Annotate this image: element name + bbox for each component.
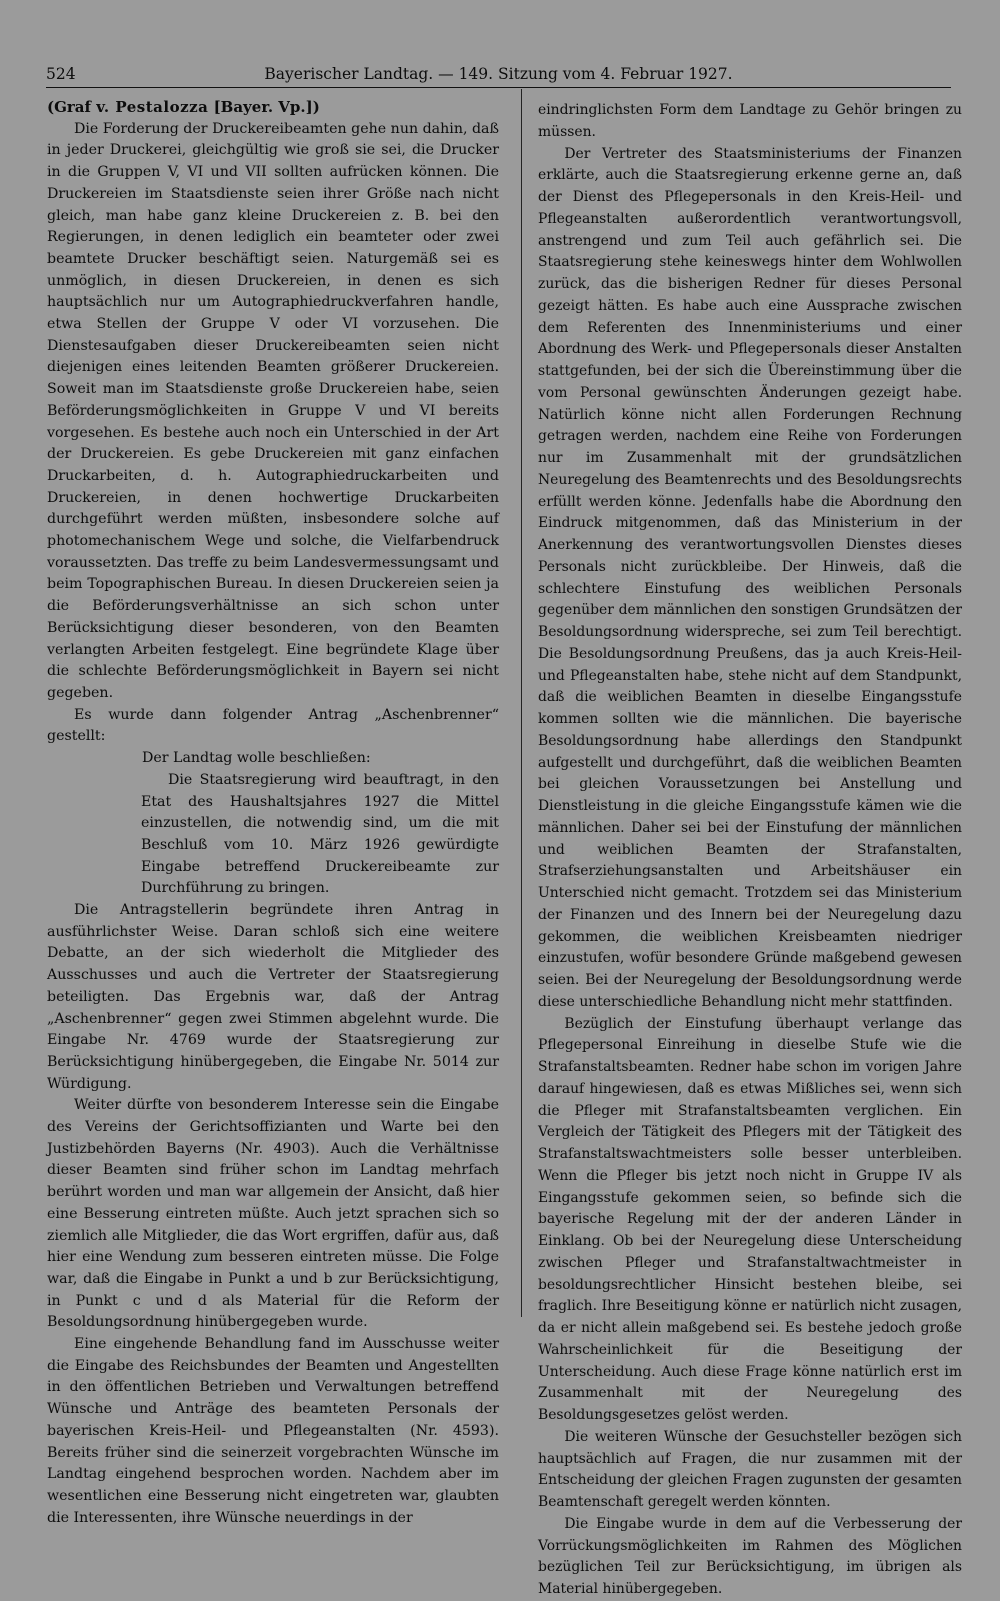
paragraph: Die Forderung der Druckereibeamten gehe nun dahin, daß in jeder Druckerei, gleichgültig wie groß sie sei, die Drucker in die Gruppen V, VI und VII sollten aufrücken können. Die Druckereien im Staatsdienste seien ihrer Größe nach nicht gleich, man habe ganz kleine Druckereien z. B. bei den Regierungen, in denen lediglich ein beamteter oder zwei beamtete Drucker beschäftigt seien. Naturgemäß sei es unmöglich, in diesen Druckereien, in denen es sich hauptsächlich nur um Autographiedruckverfahren handle, etwa Stellen der Gruppe V oder VI vorzusehen. Die Dienstesaufgaben dieser Druckereibeamten seien nicht diejenigen eines leitenden Beamten größerer Druckereien. Soweit man im Staatsdienste große Druckereien habe, seien Beförderungsmöglichkeiten in Gruppe V und VI bereits vorgesehen. Es bestehe auch noch ein Unterschied in der Art der Druckereien. Es gebe Druckereien mit ganz einfachen Druckarbeiten, d. h. Autographiedruckarbeiten und Druckereien, in denen hochwertige Druckarbeiten durchgeführt werden müßten, insbesondere solche auf photomechanischem Wege und solche, die Vielfarbendruck voraussetzten. Das treffe zu beim Landesvermessungsamt und beim Topographischen Bureau. In diesen Druckereien seien ja die Beförderungsverhältnisse an sich schon unter Berücksichtigung dieser besonderen, von den Beamten verlangten Arbeiten festgelegt. Eine begründete Klage über die schlechte Beförderungsmöglichkeit in Bayern sei nicht gegeben. [47,120,499,701]
paragraph: Bezüglich der Einstufung überhaupt verlange das Pflegepersonal Einreihung in dieselbe Stufe wie die Strafanstaltsbeamten. Redner habe schon im vorigen Jahre darauf hingewiesen, daß es etwas Mißliches sei, wenn sich die Pfleger mit Strafanstaltsbeamten verglichen. Ein Vergleich der Tätigkeit des Pflegers mit der Tätigkeit des Strafanstaltswachtmeisters solle besser unterbleiben. Wenn die Pfleger bis jetzt noch nicht in Gruppe IV als Eingangsstufe gekommen seien, so befinde sich die bayerische Regelung mit der der anderen Länder in Einklang. Ob bei der Neuregelung diese Unterscheidung zwischen Pfleger und Strafanstaltwachtmeister in besoldungsrechtlicher Hinsicht bestehen bleibe, sei fraglich. Ihre Beseitigung könne er natürlich nicht zusagen, da er nicht allein maßgebend sei. Es bestehe jedoch große Wahrscheinlichkeit für die Beseitigung der Unterscheidung. Auch diese Frage könne natürlich erst im Zusammenhalt mit der Neuregelung des Besoldungsgesetzes gelöst werden. [538,1015,962,1423]
speaker-open: (Graf [47,98,97,116]
paragraph: eindringlichsten Form dem Landtage zu Gehör bringen zu müssen. [538,102,962,140]
paragraph: Die weiteren Wünsche der Gesuchsteller bezögen sich hauptsächlich auf Fragen, die nur zusammen mit der Entscheidung der gleichen Fragen zugunsten der gesamten Beamtenschaft geregelt werden könnten. [538,1428,962,1510]
speaker-line [47,97,499,119]
paragraph: Eine eingehende Behandlung fand im Ausschusse weiter die Eingabe des Reichsbundes der Beamten und Angestellten in den öffentlichen Betrieben und Verwaltungen betreffend Wünsche und Anträge des beamteten Personals der bayerischen Kreis-Heil- und Pflegeanstalten (Nr. 4593). Bereits früher sind die seinerzeit vorgebrachten Wünsche im Landtag eingehend besprochen worden. Nachdem aber im wesentlichen eine Besserung nicht eingetreten war, glaubten die Interessenten, ihre Wünsche neuerdings in der [47,1336,499,1526]
header-rule [46,87,951,88]
paragraph: Der Vertreter des Staatsministeriums der Finanzen erklärte, auch die Staatsregierung erkenne gerne an, daß der Dienst des Pflegepersonals in den Kreis-Heil- und Pflegeanstalten außerordentlich verantwortungsvoll, anstrengend und zum Teil auch gefährlich sei. Die Staatsregierung stehe keineswegs hinter dem Wohlwollen zurück, das die bisherigen Redner für dieses Personal gezeigt hätten. Es habe auch eine Aussprache zwischen dem Referenten des Innenministeriums und einer Abordnung des Werk- und Pflegepersonals dieser Anstalten stattgefunden, bei der sich die Übereinstimmung über die vom Personal gewünschten Änderungen gezeigt habe. Natürlich könne nicht allen Forderungen Rechnung getragen werden, nachdem eine Reihe von Forderungen nur im Zusammenhalt mit der grundsätzlichen Neuregelung des Beamtenrechts und des Besoldungsrechts erfüllt werden könne. Jedenfalls habe die Abordnung den Eindruck mitgenommen, daß das Ministerium in der Anerkennung des verantwortungsvollen Dienstes dieses Personals nicht zurückbleibe. Der Hinweis, daß die schlechtere Einstufung des weiblichen Personals gegenüber dem männlichen den sonstigen Grundsätzen der Besoldungsordnung widerspreche, sei zum Teil berechtigt. Die Besoldungsordnung Preußens, das ja auch Kreis-Heil- und Pflegeanstalten habe, stehe nicht auf dem Standpunkt, daß die weiblichen Beamten in dieselbe Eingangsstufe kommen sollten wie die männlichen. Die bayerische Besoldungsordnung habe allerdings den Standpunkt aufgestellt und durchgeführt, daß die weiblichen Beamten bei gleichen Voraussetzungen bei Anstellung und Dienstleistung in die gleiche Eingangsstufe kämen wie die männlichen. Daher sei bei der Einstufung der männlichen und weiblichen Beamten der Strafanstalten, Strafserziehungsanstalten und Arbeitshäuser ein Unterschied nicht gemacht. Trotzdem sei das Ministerium der Finanzen und des Innern bei der Neuregelung dazu gekommen, die weiblichen Kreisbeamten niedriger einzustufen, wofür besondere Gründe maßgebend gewesen seien. Bei der Neuregelung der Besoldungsordnung werde diese unterschiedliche Behandlung nicht mehr stattfinden. [538,145,962,1010]
speaker-party: [Bayer. Vp.]) [208,98,320,116]
left-column [47,97,499,1529]
paragraph: Es wurde dann folgender Antrag „Aschenbrenner“ gestellt: [47,706,499,745]
paragraph: Die Antragstellerin begründete ihren Antrag in ausführlichster Weise. Daran schloß sich eine weitere Debatte, an der sich wiederholt die Mitglieder des Ausschusses und auch die Vertreter der Staatsregierung beteiligten. Das Ergebnis war, daß der Antrag „Aschenbrenner“ gegen zwei Stimmen abgelehnt wurde. Die Eingabe Nr. 4769 wurde der Staatsregierung zur Berücksichtigung hinübergegeben, die Eingabe Nr. 5014 zur Würdigung. [47,902,499,1092]
motion-text: Die Staatsregierung wird beauftragt, in den Etat des Haushaltsjahres 1927 die Mittel einzustellen, die notwendig sind, um die mit Beschluß vom 10. März 1926 gewürdigte Eingabe betreffend Druckereibeamte zur Durchführung zu bringen. [141,771,499,897]
motion-intro: Der Landtag wolle beschließen: [141,750,371,767]
speaker-name: v. Pestalozza [96,98,209,116]
paragraph: Die Eingabe wurde in dem auf die Verbesserung der Vorrückungsmöglichkeiten im Rahmen des Möglichen bezüglichen Teil zur Berücksichtigung, im übrigen als Material hinübergegeben. [538,1515,962,1597]
running-header [46,62,951,86]
header-title: Bayerischer Landtag. — 149. Sitzung vom 4. Februar 1927. [264,65,733,83]
column-divider [521,89,522,1317]
right-column [538,100,962,1601]
page-number: 524 [46,65,76,83]
paragraph: Weiter dürfte von besonderem Interesse sein die Eingabe des Vereins der Gerichtsoffizianten und Warte bei den Justizbehörden Bayerns (Nr. 4903). Auch die Verhältnisse dieser Beamten sind früher schon im Landtag mehrfach berührt worden und man war allgemein der Ansicht, daß hier eine Besserung eintreten müßte. Auch jetzt sprachen sich so ziemlich alle Mitglieder, die das Wort ergriffen, dafür aus, daß hier eine Wendung zum besseren eintreten müsse. Die Folge war, daß die Eingabe in Punkt a und b zur Berücksichtigung, in Punkt c und d als Material für die Reform der Besoldungsordnung hinübergegeben wurde. [47,1097,499,1331]
